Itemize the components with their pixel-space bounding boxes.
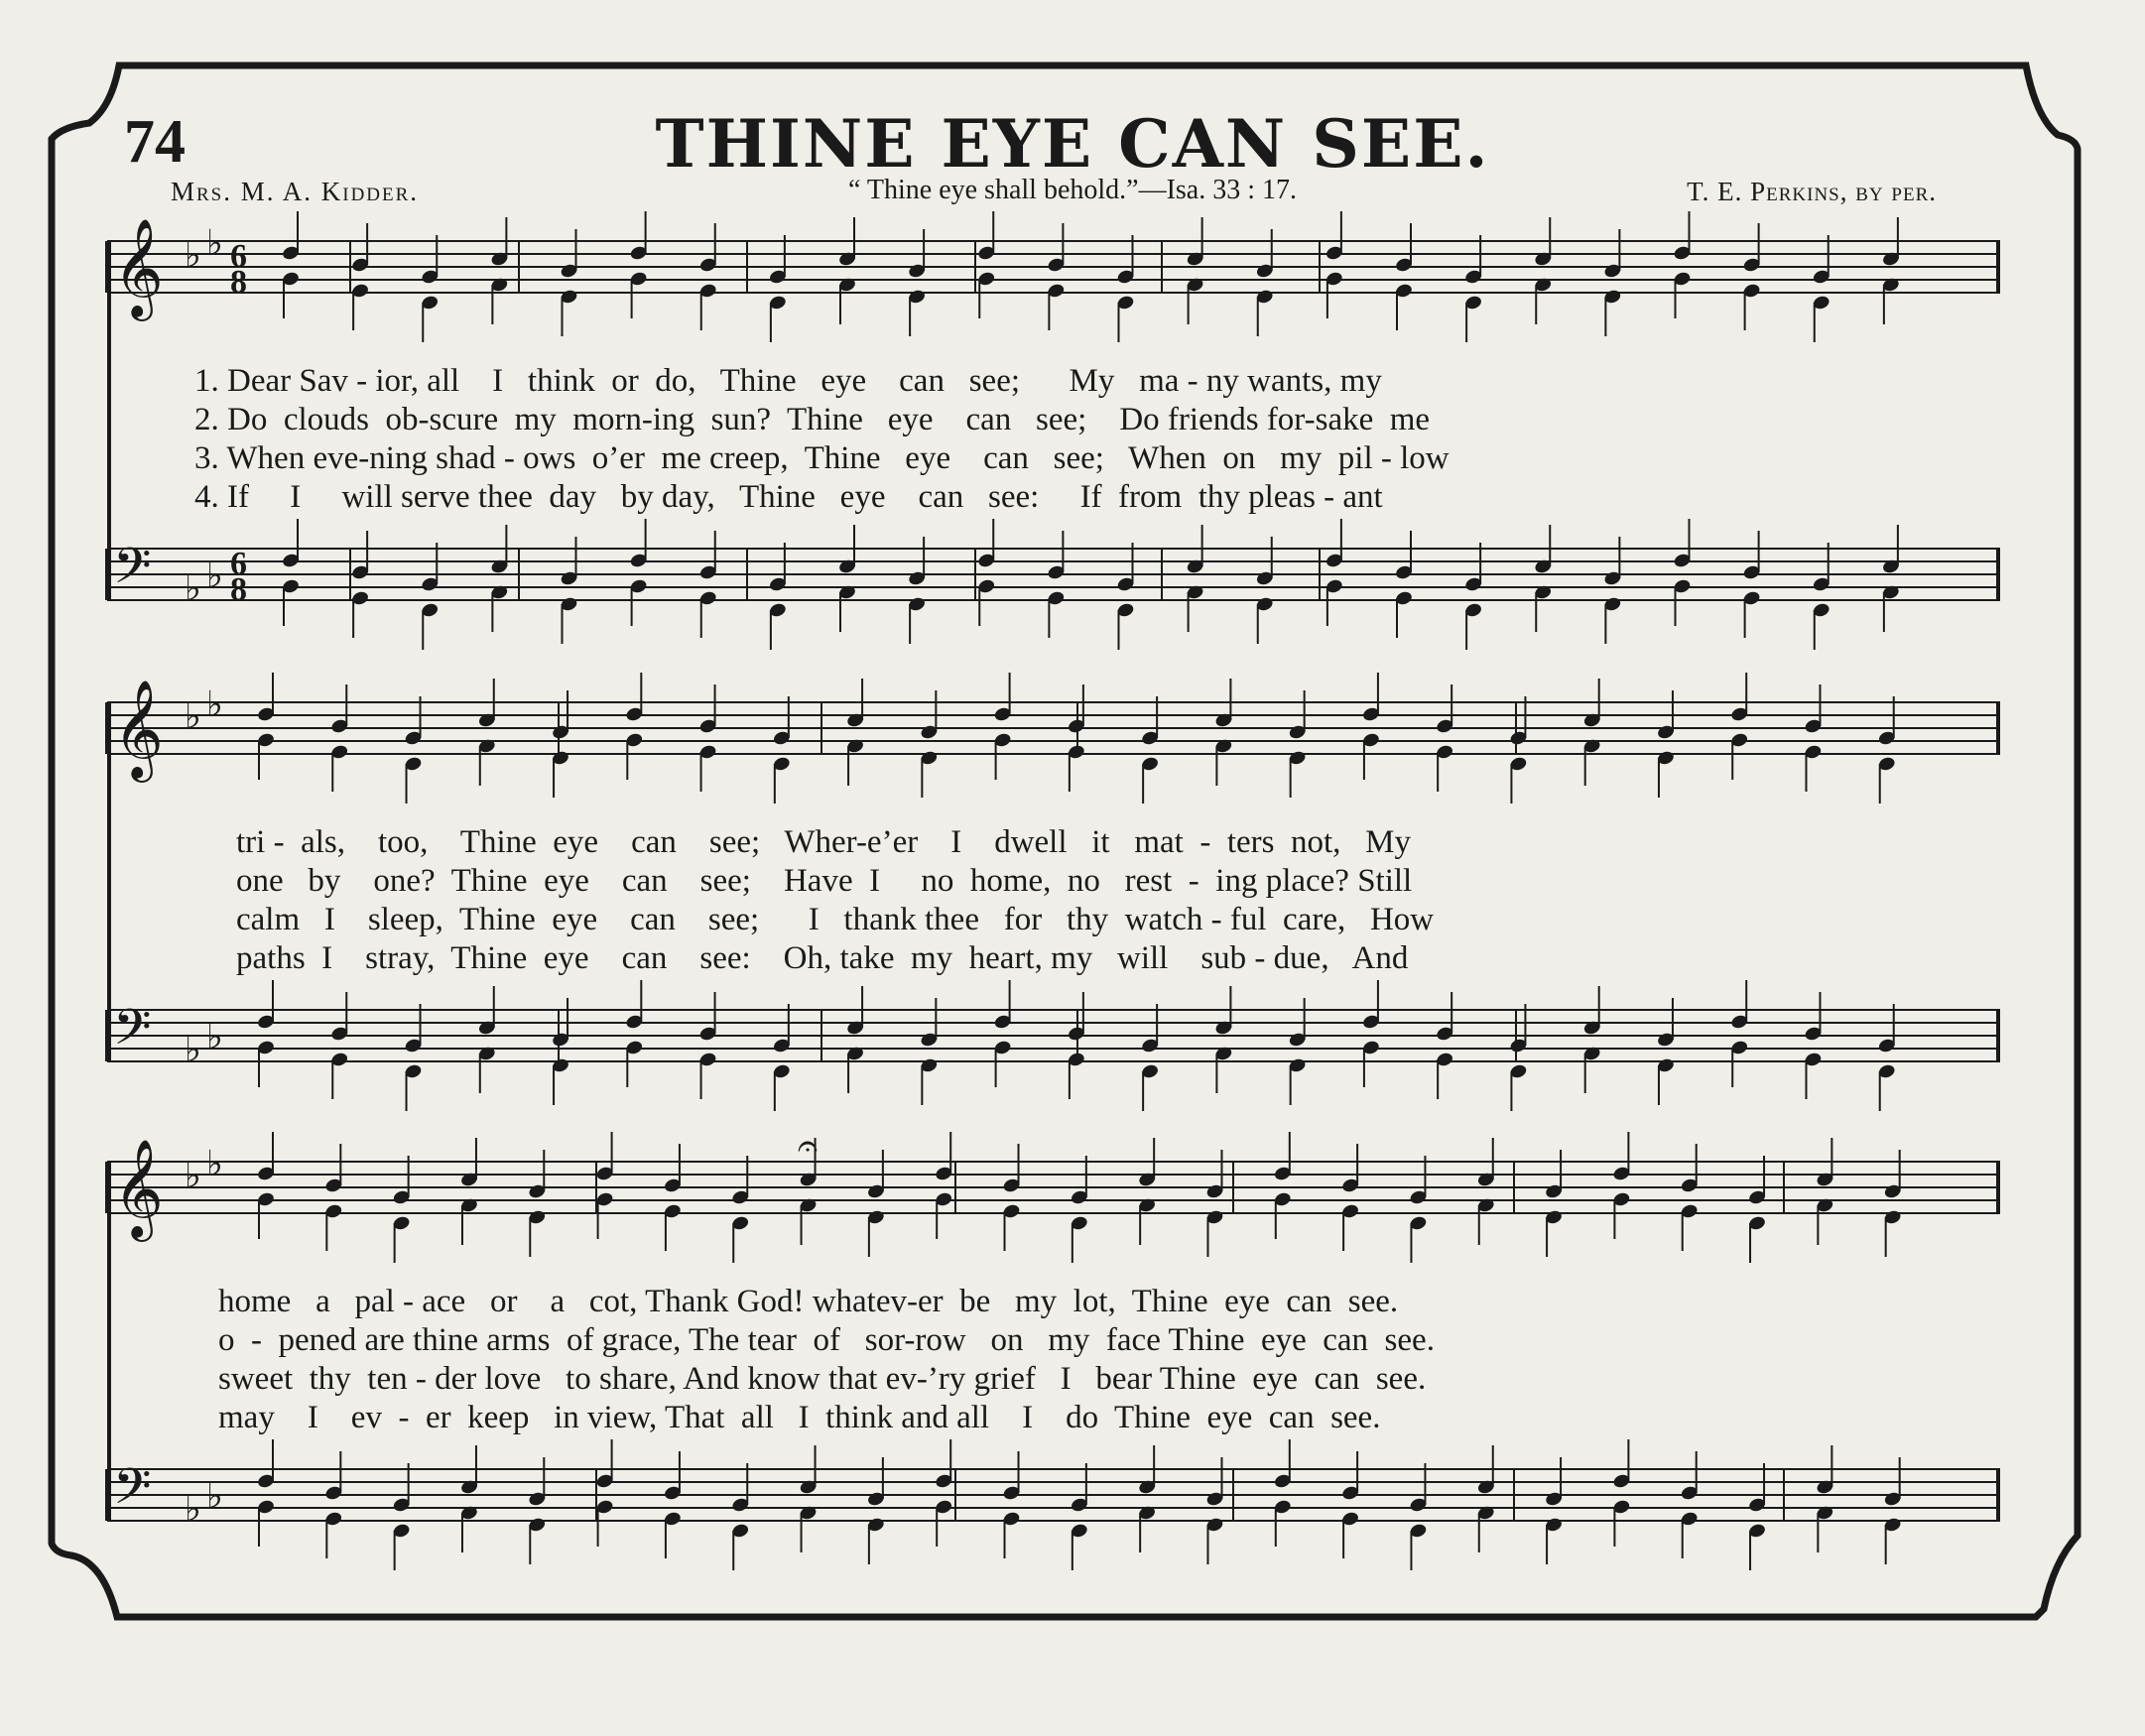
time-signature-bottom: 8 bbox=[230, 571, 247, 608]
verse-4-line-1: 4. If I will serve thee day by day, Thine eye can see: If from thy pleas - ant bbox=[194, 479, 1383, 515]
author-credit: Mrs. M. A. Kidder. bbox=[171, 177, 420, 206]
music-system-2 bbox=[107, 680, 2000, 1121]
flat-icon: ♭ bbox=[206, 556, 223, 596]
flat-icon: ♭ bbox=[185, 1030, 201, 1070]
verse-3-line-2: calm I sleep, Thine eye can see; I thank thee for thy watch - ful care, How bbox=[236, 902, 1435, 937]
bass-clef-icon: 𝄢 bbox=[113, 999, 152, 1068]
verse-4-line-2: paths I stray, Thine eye can see: Oh, take my heart, my will sub - due, And bbox=[236, 940, 1409, 976]
music-system-1 bbox=[107, 218, 2000, 660]
verse-1-line-1: 1. Dear Sav - ior, all I think or do, Thine eye can see; My ma - ny wants, my bbox=[194, 363, 1382, 399]
flat-icon: ♭ bbox=[206, 1144, 223, 1184]
verse-1-line-2: tri - als, too, Thine eye can see; Wher-e’er I dwell it mat - ters not, My bbox=[236, 824, 1411, 860]
bass-clef-icon: 𝄢 bbox=[113, 1458, 152, 1528]
flat-icon: ♭ bbox=[185, 696, 201, 737]
flat-icon: ♭ bbox=[206, 684, 223, 725]
verse-2-line-2: one by one? Thine eye can see; Have I no home, no rest - ing place? Still bbox=[236, 863, 1413, 899]
music-system-3 bbox=[107, 1126, 2000, 1580]
flat-icon: ♭ bbox=[206, 223, 223, 264]
treble-clef-icon: 𝄞 bbox=[113, 680, 164, 779]
scripture-reference: “ Thine eye shall behold.”—Isa. 33 : 17. bbox=[847, 175, 1298, 205]
verse-2-line-3: o - pened are thine arms of grace, The tear of sor-row on my face Thine eye can see. bbox=[218, 1322, 1435, 1358]
flat-icon: ♭ bbox=[206, 1017, 223, 1057]
treble-clef-icon: 𝄞 bbox=[113, 218, 164, 317]
composer-credit: T. E. Perkins, by per. bbox=[1687, 177, 1937, 206]
verse-1-line-3: home a pal - ace or a cot, Thank God! whatev-er be my lot, Thine eye can see. bbox=[218, 1284, 1399, 1319]
verse-4-line-3: may I ev - er keep in view, That all I think and all I do Thine eye can see. bbox=[218, 1400, 1381, 1435]
time-signature-top: 6 bbox=[230, 238, 247, 275]
time-signature-bottom: 8 bbox=[230, 264, 247, 301]
treble-clef-icon: 𝄞 bbox=[113, 1139, 164, 1238]
flat-icon: ♭ bbox=[185, 1156, 201, 1196]
verse-3-line-1: 3. When eve-ning shad - ows o’er me creep, Thine eye can see; When on my pil - low bbox=[194, 440, 1450, 476]
flat-icon: ♭ bbox=[206, 1476, 223, 1517]
bass-clef-icon: 𝄢 bbox=[113, 538, 152, 607]
verse-2-line-1: 2. Do clouds ob-scure my morn-ing sun? Thine eye can see; Do friends for-sake me bbox=[194, 402, 1431, 437]
verse-3-line-3: sweet thy ten - der love to share, And know that ev-’ry grief I bear Thine eye can see. bbox=[218, 1361, 1427, 1397]
hymn-title: THINE EYE CAN SEE. bbox=[655, 105, 1490, 183]
flat-icon: ♭ bbox=[185, 1489, 201, 1530]
flat-icon: ♭ bbox=[185, 235, 201, 276]
flat-icon: ♭ bbox=[185, 568, 201, 609]
time-signature-top: 6 bbox=[230, 546, 247, 582]
page-number: 74 bbox=[124, 108, 186, 176]
fermata-icon: 𝄐 bbox=[798, 1126, 819, 1167]
